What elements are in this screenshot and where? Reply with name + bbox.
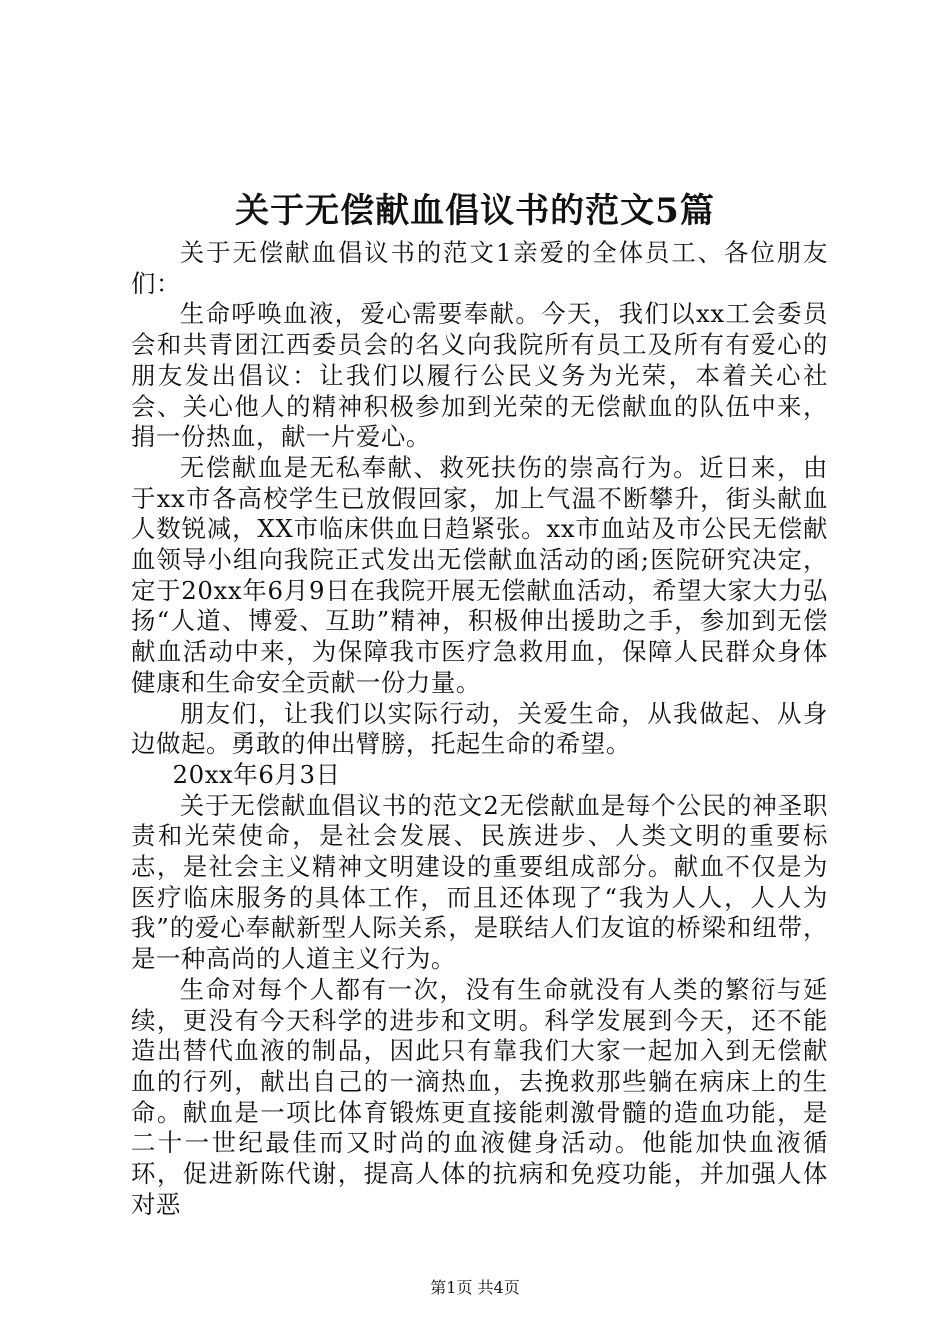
paragraph: 生命对每个人都有一次，没有生命就没有人类的繁衍与延续，更没有今天科学的进步和文明。科学发展到今天，还不能造出替代血液的制品，因此只有靠我们大家一起加入到无偿献血的行列，献出自己的一滴热血，去挽救那些躺在病床上的生命。献血是一项比体育锻炼更直接能刺激骨髓的造血功能，是二十一世纪最佳而又时尚的血液健身活动。他能加快血液循环，促进新陈代谢，提高人体的抗病和免疫功能，并加强人体对恶 (131, 974, 828, 1219)
paragraph: 关于无偿献血倡议书的范文1亲爱的全体员工、各位朋友们： (131, 238, 828, 298)
document-title: 关于无偿献血倡议书的范文5篇 (235, 191, 715, 231)
paragraph: 无偿献血是无私奉献、救死扶伤的崇高行为。近日来，由于xx市各高校学生已放假回家，加上气温不断攀升，街头献血人数锐减，XX市临床供血日趋紧张。xx市血站及市公民无偿献血领导小组向我院正式发出无偿献血活动的函;医院研究决定，定于20xx年6月9日在我院开展无偿献血活动，希望大家大力弘扬“人道、博爱、互助”精神，积极伸出援助之手，参加到无偿献血活动中来，为保障我市医疗急救用血，保障人民群众身体健康和生命安全贡献一份力量。 (131, 452, 828, 697)
date-line: 20xx年6月3日 (172, 759, 341, 789)
paragraph: 朋友们，让我们以实际行动，关爱生命，从我做起、从身边做起。勇敢的伸出臂膀，托起生命的希望。 (131, 698, 828, 759)
document-body (131, 238, 828, 1221)
page-footer: 第1页 共4页 (430, 1278, 520, 1297)
paragraph: 关于无偿献血倡议书的范文2无偿献血是每个公民的神圣职责和光荣使命，是社会发展、民族进步、人类文明的重要标志，是社会主义精神文明建设的重要组成部分。献血不仅是为医疗临床服务的具体工作，而且还体现了“我为人人，人人为我”的爱心奉献新型人际关系，是联结人们友谊的桥梁和纽带，是一种高尚的人道主义行为。 (131, 790, 828, 974)
paragraph: 生命呼唤血液，爱心需要奉献。今天，我们以xx工会委员会和共青团江西委员会的名义向我院所有员工及所有有爱心的朋友发出倡议：让我们以履行公民义务为光荣，本着关心社会、关心他人的精神积极参加到光荣的无偿献血的队伍中来，捐一份热血，献一片爱心。 (131, 299, 828, 452)
